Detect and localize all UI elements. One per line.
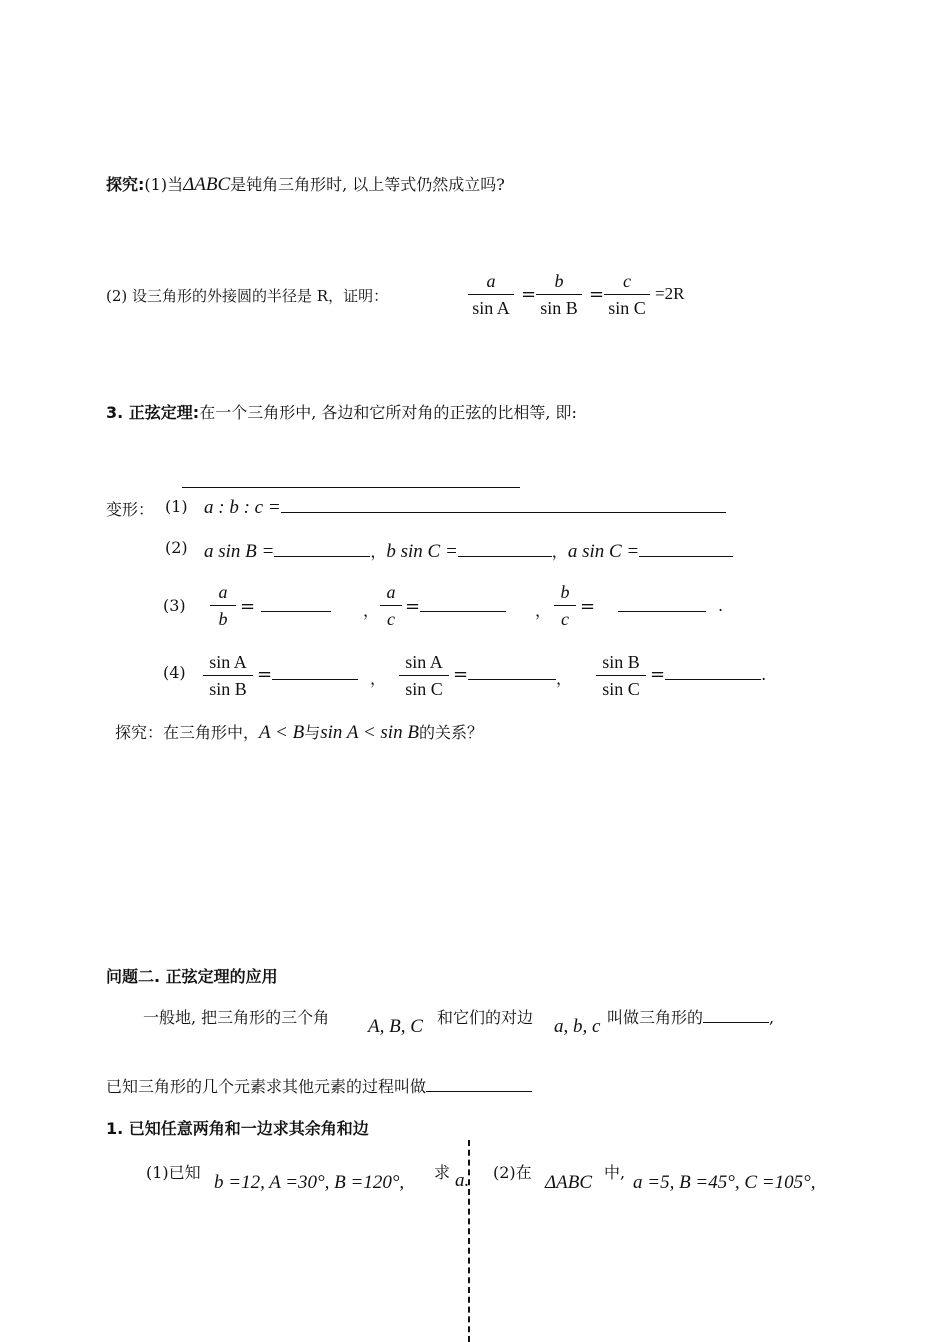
example-1-target: a.	[455, 1170, 470, 1191]
fraction-c-over-sinC: c sin C	[604, 269, 650, 320]
explore-3-math-2: sin A < sin B	[320, 722, 419, 743]
explore-line-3	[115, 720, 483, 744]
comma: ，	[370, 669, 387, 688]
variant-1-blank	[281, 498, 726, 513]
example-2-given: a =5, B =45°, C =105°,	[633, 1172, 816, 1193]
explore-text-b: 是钝角三角形时, 以上等式仍然成立吗?	[230, 175, 505, 194]
explore-3-text-a: 探究：在三角形中，	[115, 723, 260, 742]
variant-label: 变形：	[106, 500, 155, 519]
theorem-label: 3. 正弦定理:	[106, 403, 200, 422]
triangle-symbol: ΔABC	[183, 174, 231, 195]
variant-3-eq-1: =	[240, 596, 331, 617]
equals-sign: =	[521, 284, 537, 305]
variant-2-blank-1	[274, 542, 370, 557]
section-title-q2: 问题二. 正弦定理的应用	[106, 967, 278, 986]
fraction-b-over-c: b c	[554, 580, 576, 631]
explore-text-a: (1)当	[144, 175, 184, 194]
equals-2R: =2R	[655, 284, 685, 303]
variant-1-expr: a : b : c =	[204, 497, 281, 518]
fraction-sinB-over-sinC: sin B sin C	[596, 650, 646, 701]
variant-3-eq-3: =	[580, 596, 706, 617]
example-1-label: (1)已知	[146, 1163, 201, 1182]
comma: ，	[535, 601, 552, 620]
theorem-text: 在一个三角形中, 各边和它所对角的正弦的比相等, 即:	[199, 403, 577, 422]
explore-line-1	[106, 172, 505, 196]
variant-1	[204, 497, 726, 519]
sides-abc: a, b, c	[554, 1016, 601, 1037]
example-2-label: (2)在	[493, 1163, 532, 1182]
variant-3-number: (3)	[163, 596, 186, 615]
fraction-a-over-c: a c	[380, 580, 402, 631]
fraction-sinA-over-sinC: sin A sin C	[399, 650, 449, 701]
variant-4-eq-3: = .	[650, 664, 767, 685]
q2-text-c: 叫做三角形的 ,	[607, 1008, 775, 1027]
variant-2: a sin B = ，b sin C = ，a sin C =	[204, 539, 733, 563]
theorem-answer-blank	[182, 487, 520, 488]
explore-3-text-b: 与	[304, 723, 321, 742]
q2-paragraph-2: 已知三角形的几个元素求其他元素的过程叫做	[106, 1074, 532, 1097]
period: .	[718, 596, 724, 615]
comma: ，	[556, 669, 573, 688]
variant-2-expr-3: a sin C =	[567, 541, 640, 562]
variant-4-number: (4)	[163, 663, 186, 682]
variant-4-eq-2: =	[453, 664, 556, 685]
explore-3-math-1: A < B	[259, 722, 305, 743]
explore-3-text-c: 的关系？	[418, 723, 483, 742]
q2-paragraph-1: 一般地, 把三角形的三个角	[143, 1008, 330, 1027]
variant-1-number: (1)	[165, 497, 188, 516]
variant-4-eq-1: =	[257, 664, 358, 685]
comma: ，	[363, 601, 380, 620]
column-divider	[468, 1140, 470, 1342]
example-2-text: 中,	[604, 1163, 626, 1182]
q2-text-b: 和它们的对边	[437, 1008, 534, 1027]
variant-2-expr-2: b sin C =	[386, 541, 458, 562]
q2-blank-2	[426, 1077, 532, 1092]
example-1-given: b =12, A =30°, B =120°,	[214, 1172, 405, 1193]
equals-sign: =	[589, 284, 605, 305]
variant-2-number: (2)	[165, 538, 188, 557]
explore-label: 探究:	[106, 175, 145, 194]
angles-ABC: A, B, C	[368, 1016, 423, 1037]
fraction-a-over-b: a b	[210, 580, 236, 631]
subsection-title-1: 1. 已知任意两角和一边求其余角和边	[106, 1119, 369, 1138]
explore-line-2: (2) 设三角形的外接圆的半径是 R，证明：	[106, 287, 389, 305]
theorem-line	[106, 400, 577, 423]
q2-blank-1	[703, 1008, 769, 1023]
example-1-ask: 求	[434, 1163, 451, 1182]
variant-2-expr-1: a sin B =	[204, 541, 275, 562]
variant-3-eq-2: =	[405, 596, 506, 617]
fraction-a-over-sinA: a sin A	[468, 269, 514, 320]
fraction-b-over-sinB: b sin B	[536, 269, 582, 320]
fraction-sinA-over-sinB: sin A sin B	[203, 650, 253, 701]
example-2-triangle: ΔABC	[545, 1172, 593, 1193]
variant-2-blank-2	[458, 542, 552, 557]
variant-2-blank-3	[639, 542, 733, 557]
